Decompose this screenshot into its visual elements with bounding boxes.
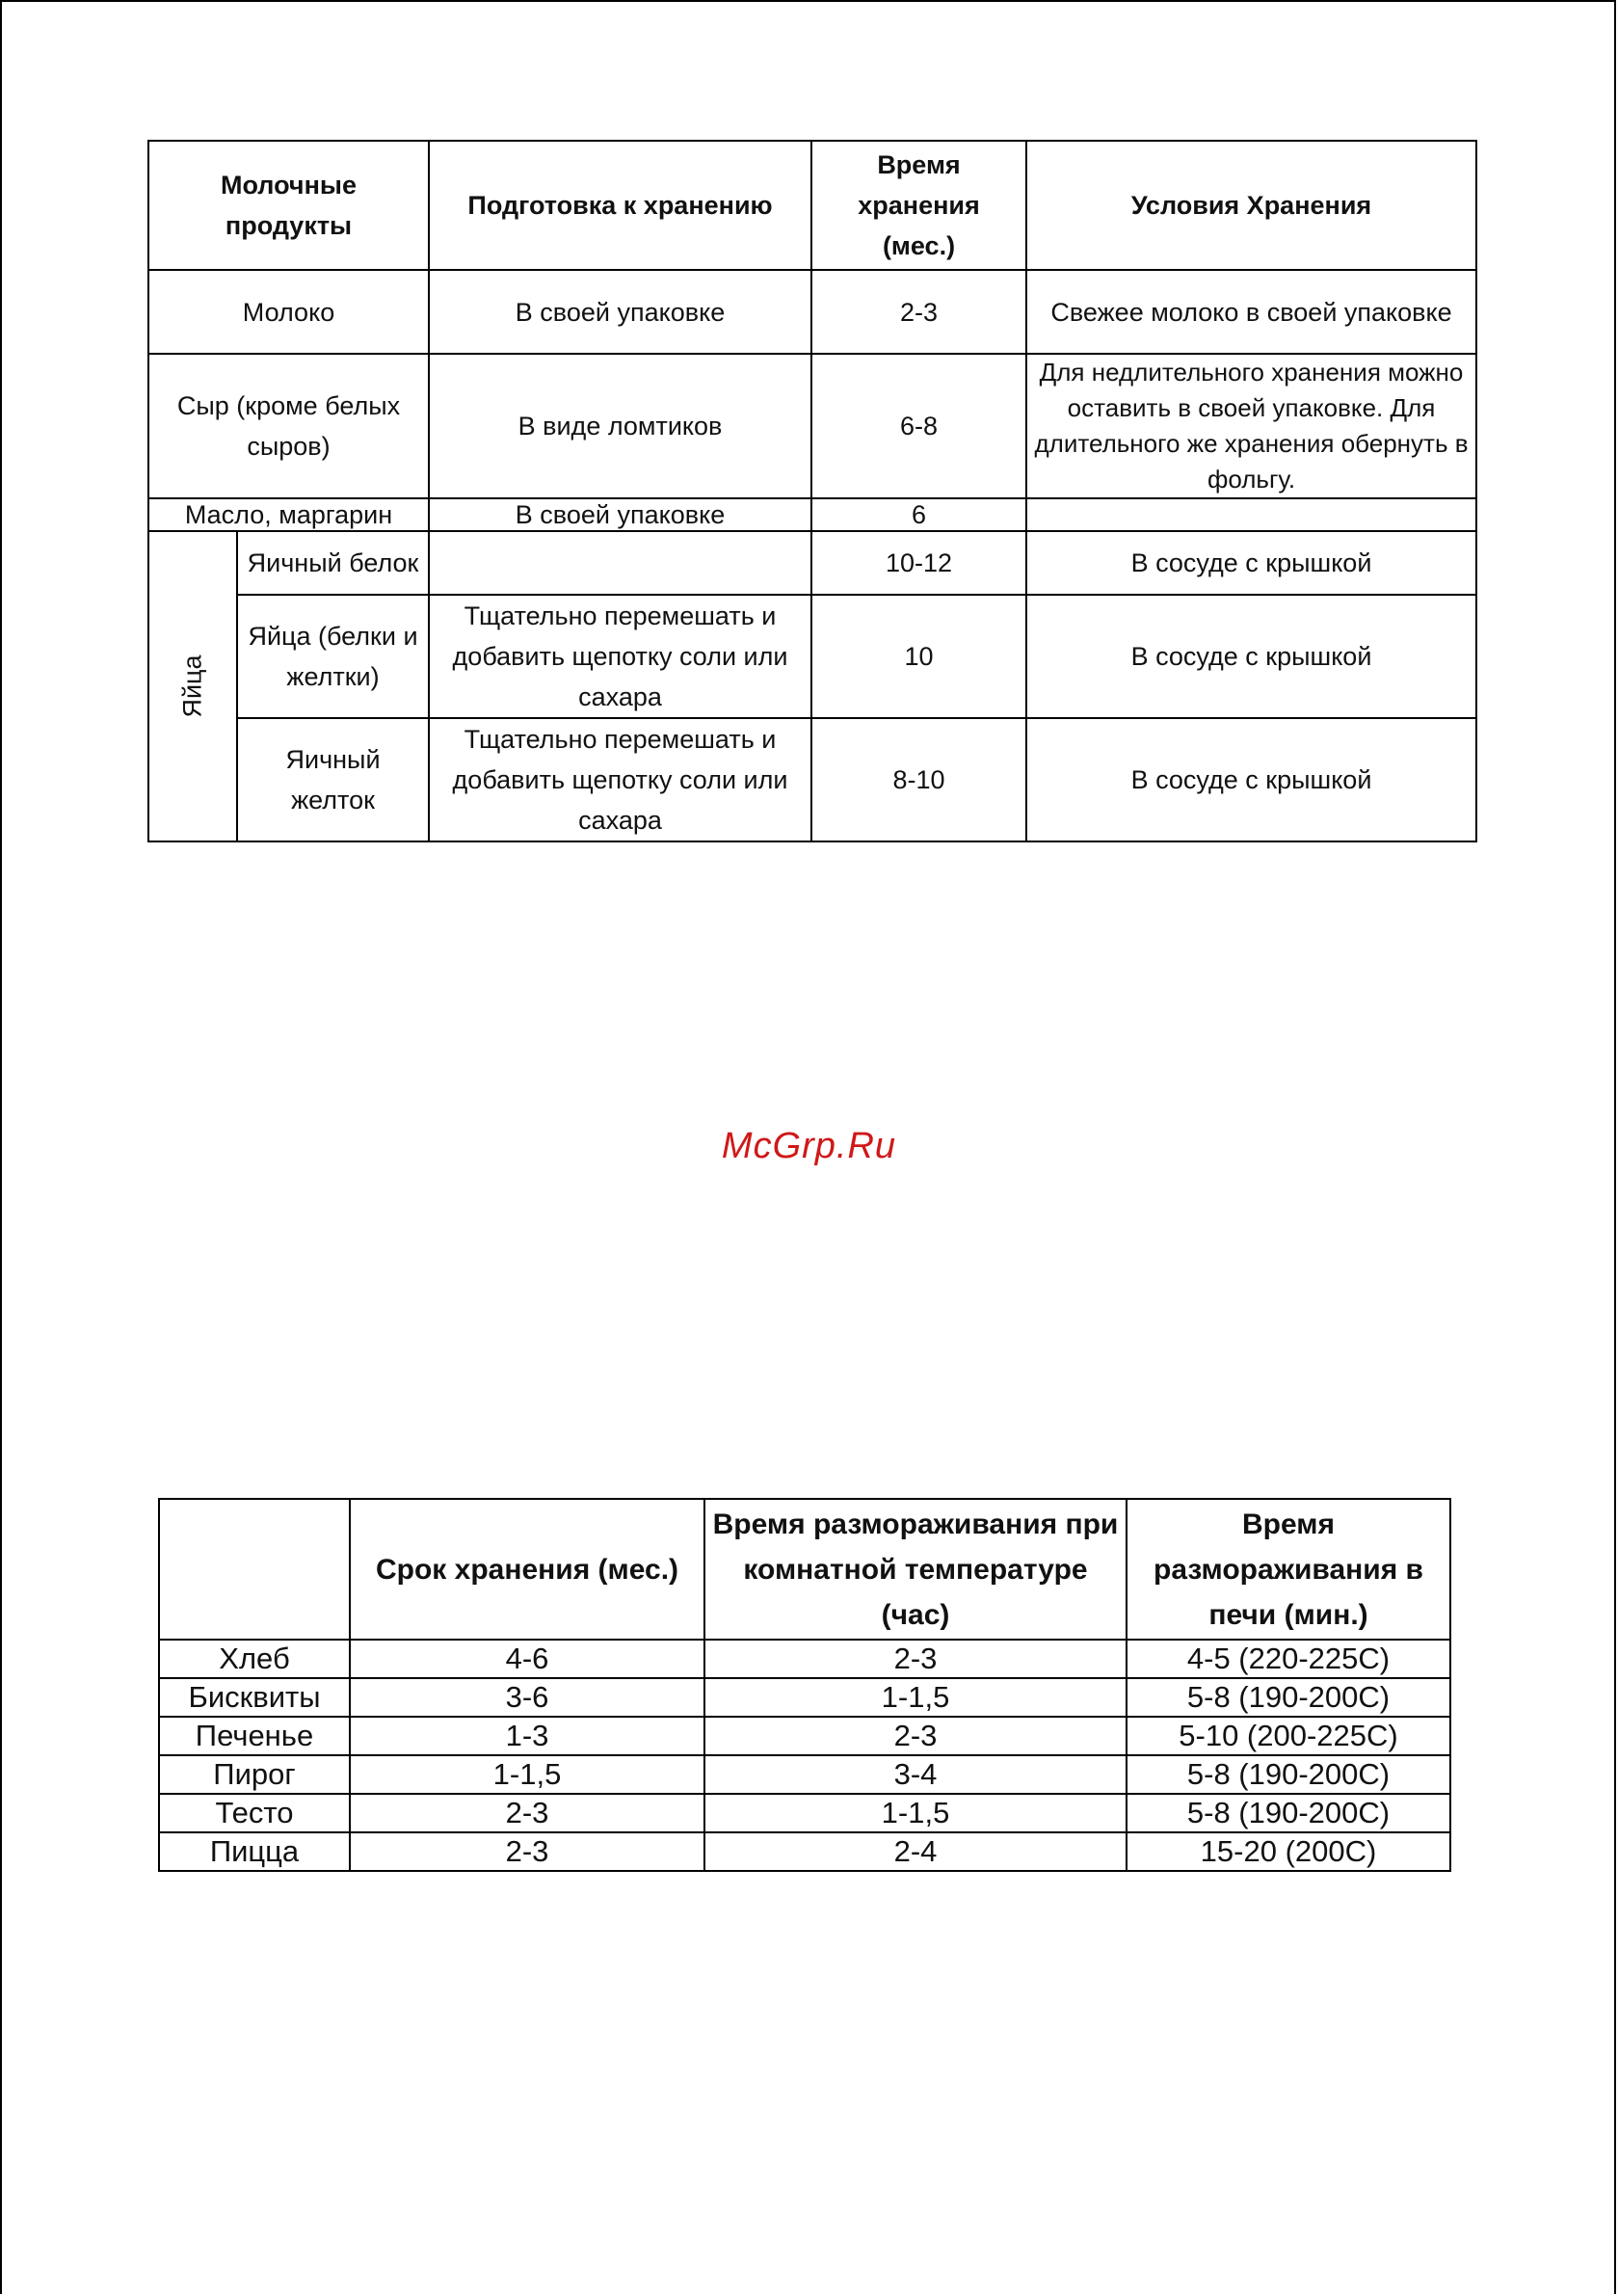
eggs-group-cell: [148, 531, 237, 841]
table-row: [159, 1678, 1450, 1717]
header-shelf-life: Срок хранения (мес.): [350, 1499, 704, 1640]
cell-product: Масло, маргарин: [148, 498, 429, 531]
cell-prep: В своей упаковке: [429, 498, 811, 531]
cell-thaw-oven: 5-8 (190-200C): [1127, 1678, 1450, 1717]
cell-product: Яичный желток: [237, 718, 429, 841]
table-row: [148, 498, 1476, 531]
cell-prep: В виде ломтиков: [429, 354, 811, 498]
cell-time: 6: [811, 498, 1026, 531]
cell-item: Печенье: [159, 1717, 350, 1755]
cell-item: Тесто: [159, 1794, 350, 1832]
header-preparation: Подготовка к хранению: [429, 141, 811, 270]
bakery-freezing-table: [158, 1498, 1451, 1872]
watermark: McGrp.Ru: [721, 1126, 897, 1166]
table-row: [148, 270, 1476, 354]
dairy-storage-table: [147, 140, 1477, 842]
cell-conditions: В сосуде с крышкой: [1026, 718, 1476, 841]
cell-prep: Тщательно перемешать и добавить щепотку соли или сахара: [429, 595, 811, 718]
header-thaw-room-temp: Время размораживания при комнатной температуре (час): [704, 1499, 1127, 1640]
cell-product: Яйца (белки и желтки): [237, 595, 429, 718]
cell-item: Хлеб: [159, 1640, 350, 1678]
table-row: [148, 595, 1476, 718]
cell-shelf-life: 1-1,5: [350, 1755, 704, 1794]
cell-shelf-life: 4-6: [350, 1640, 704, 1678]
header-storage-conditions: Условия Хранения: [1026, 141, 1476, 270]
cell-product: Молоко: [148, 270, 429, 354]
cell-thaw-room: 2-4: [704, 1832, 1127, 1871]
cell-shelf-life: 3-6: [350, 1678, 704, 1717]
cell-item: Пицца: [159, 1832, 350, 1871]
header-dairy-products: Молочные продукты: [148, 141, 429, 270]
cell-thaw-oven: 4-5 (220-225C): [1127, 1640, 1450, 1678]
cell-time: 10: [811, 595, 1026, 718]
cell-item: Бисквиты: [159, 1678, 350, 1717]
cell-thaw-room: 3-4: [704, 1755, 1127, 1794]
cell-time: 6-8: [811, 354, 1026, 498]
cell-shelf-life: 2-3: [350, 1832, 704, 1871]
table-row: [159, 1794, 1450, 1832]
cell-thaw-room: 2-3: [704, 1640, 1127, 1678]
header-thaw-oven: Время размораживания в печи (мин.): [1127, 1499, 1450, 1640]
cell-shelf-life: 1-3: [350, 1717, 704, 1755]
cell-prep: В своей упаковке: [429, 270, 811, 354]
cell-thaw-oven: 5-8 (190-200C): [1127, 1755, 1450, 1794]
cell-prep: [429, 531, 811, 595]
cell-thaw-room: 2-3: [704, 1717, 1127, 1755]
cell-shelf-life: 2-3: [350, 1794, 704, 1832]
table-row: [159, 1640, 1450, 1678]
table-row: [148, 354, 1476, 498]
cell-time: 8-10: [811, 718, 1026, 841]
cell-product: Яичный белок: [237, 531, 429, 595]
cell-conditions: [1026, 498, 1476, 531]
cell-time: 2-3: [811, 270, 1026, 354]
table-row: [148, 718, 1476, 841]
eggs-group-label: Яйца: [178, 654, 207, 718]
cell-thaw-room: 1-1,5: [704, 1794, 1127, 1832]
cell-conditions: Свежее молоко в своей упаковке: [1026, 270, 1476, 354]
table-row: [159, 1755, 1450, 1794]
cell-thaw-oven: 5-10 (200-225C): [1127, 1717, 1450, 1755]
cell-conditions: В сосуде с крышкой: [1026, 595, 1476, 718]
cell-time: 10-12: [811, 531, 1026, 595]
table-row: [148, 531, 1476, 595]
table-header-row: [159, 1499, 1450, 1640]
cell-conditions: В сосуде с крышкой: [1026, 531, 1476, 595]
cell-thaw-oven: 5-8 (190-200C): [1127, 1794, 1450, 1832]
cell-item: Пирог: [159, 1755, 350, 1794]
cell-conditions: Для недлительного хранения можно оставить в своей упаковке. Для длительного же хранения обернуть в фольгу.: [1026, 354, 1476, 498]
table-row: [159, 1717, 1450, 1755]
header-empty: [159, 1499, 350, 1640]
cell-product: Сыр (кроме белых сыров): [148, 354, 429, 498]
cell-thaw-oven: 15-20 (200C): [1127, 1832, 1450, 1871]
header-storage-time: Время хранения (мес.): [811, 141, 1026, 270]
cell-thaw-room: 1-1,5: [704, 1678, 1127, 1717]
table-row: [159, 1832, 1450, 1871]
table-header-row: [148, 141, 1476, 270]
cell-prep: Тщательно перемешать и добавить щепотку соли или сахара: [429, 718, 811, 841]
